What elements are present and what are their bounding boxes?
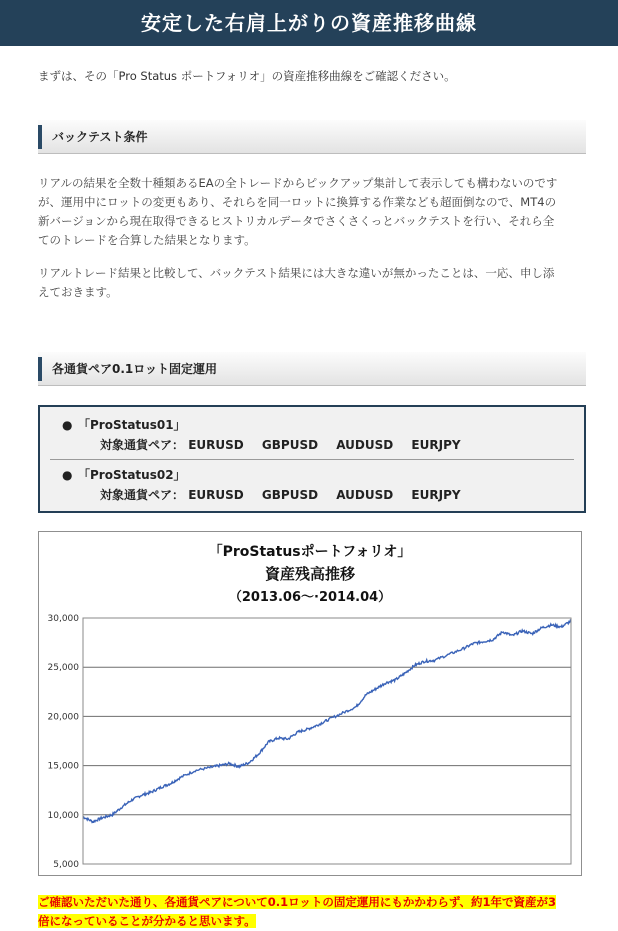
paragraph-line: えておきます。 — [38, 285, 118, 299]
paragraph-line: リアルの結果を全数十種類あるEAの全トレードからピックアップ集計して表示しても構わないのです — [38, 176, 558, 190]
y-tick-label: 20,000 — [47, 712, 79, 723]
balance-chart-frame — [38, 531, 582, 876]
currency-pair: AUDUSD — [336, 488, 394, 502]
backtest-paragraph — [38, 174, 588, 250]
section-heading-label: 各通貨ペア0.1ロット固定運用 — [52, 362, 218, 376]
chart-title-line: （2013.06〜·2014.04） — [228, 590, 392, 605]
y-tick-label: 15,000 — [47, 761, 79, 772]
currency-pair: EURUSD — [188, 438, 244, 452]
chart-title-line: 「ProStatusポートフォリオ」 — [208, 544, 412, 560]
chart-gridlines — [83, 618, 571, 864]
paragraph-line: 新バージョンから現在取得できるヒストリカルデータでさくさくっとバックテストを行い、それら全 — [38, 214, 555, 228]
chart-title-line: 資産残高推移 — [264, 565, 356, 583]
portfolio-name: 「ProStatus01」 — [78, 418, 186, 432]
bullet-icon: ● — [62, 468, 73, 482]
section-heading-lot — [38, 352, 586, 386]
pairs-label: 対象通貨ペア： — [100, 488, 185, 502]
note-line: 倍になっていることが分かると思います。 — [38, 914, 256, 928]
balance-series-line — [83, 620, 571, 822]
section-heading-label: バックテスト条件 — [52, 130, 148, 144]
balance-chart — [39, 532, 581, 875]
result-note — [38, 893, 586, 931]
currency-pair: EURJPY — [411, 488, 461, 502]
plot-area-border — [83, 618, 571, 864]
currency-pair: AUDUSD — [336, 438, 394, 452]
currency-pair: GBPUSD — [261, 488, 319, 502]
portfolio-info-box — [38, 405, 586, 513]
comparison-paragraph — [38, 264, 588, 302]
y-tick-label: 10,000 — [47, 810, 79, 821]
note-line: ご確認いただいた通り、各通貨ペアについて0.1ロットの固定運用にもかかわらず、約1年で資産が3 — [38, 895, 556, 909]
currency-pair: GBPUSD — [261, 438, 319, 452]
pairs-label: 対象通貨ペア： — [100, 438, 185, 452]
y-tick-label: 5,000 — [53, 860, 79, 870]
y-axis-ticks — [48, 614, 80, 870]
paragraph-line: が、運用中にロットの変更もあり、それらを同一ロットに換算する作業なども超面倒なので、MT4の — [38, 195, 557, 209]
paragraph-line: てのトレードを合算した結果となります。 — [38, 233, 256, 247]
info-divider — [50, 459, 574, 460]
portfolio-name: 「ProStatus02」 — [78, 468, 186, 482]
currency-pair: EURUSD — [188, 488, 244, 502]
section-heading-backtest — [38, 120, 586, 154]
bullet-icon: ● — [62, 418, 73, 432]
intro-text: まずは、その「Pro Status ポートフォリオ」の資産推移曲線をご確認ください。 — [38, 69, 456, 83]
y-tick-label: 25,000 — [47, 663, 79, 674]
currency-pair: EURJPY — [411, 438, 461, 452]
page-banner: 安定した右肩上がりの資産推移曲線 — [0, 0, 618, 46]
heading-accent-bar — [38, 357, 42, 381]
paragraph-line: リアルトレード結果と比較して、バックテスト結果には大きな違いが無かったことは、一応、申し添 — [38, 266, 555, 280]
heading-accent-bar — [38, 125, 42, 149]
portfolio-item-1 — [62, 415, 475, 455]
portfolio-item-2 — [62, 465, 475, 505]
y-tick-label: 30,000 — [47, 614, 79, 624]
